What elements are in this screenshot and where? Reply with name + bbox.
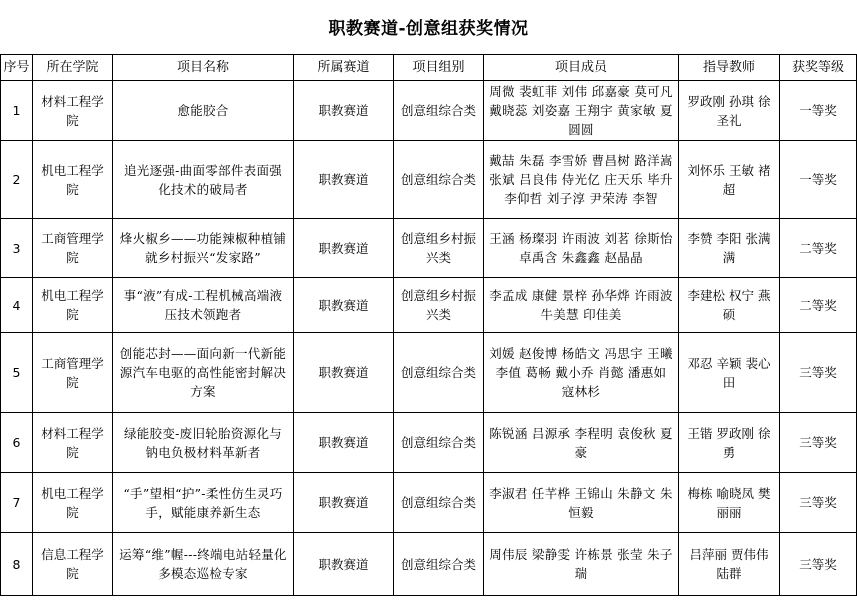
cell-no: 5: [1, 333, 33, 413]
cell-advisor: 王锴 罗政刚 徐勇: [679, 413, 780, 473]
cell-members: 刘媛 赵俊博 杨皓文 冯思宇 王曦 李值 葛畅 戴小乔 肖懿 潘惠如 寇林杉: [484, 333, 679, 413]
award-table: [0, 54, 857, 596]
cell-college: 机电工程学院: [33, 473, 113, 533]
table-row: [1, 219, 857, 278]
header-row: [1, 55, 857, 81]
cell-members: 王涵 杨璨羽 许雨波 刘茗 徐斯怡 卓禹含 朱鑫鑫 赵晶晶: [484, 219, 679, 278]
cell-group: 创意组综合类: [394, 473, 484, 533]
cell-track: 职教赛道: [294, 473, 394, 533]
table-row: [1, 81, 857, 141]
cell-no: 3: [1, 219, 33, 278]
cell-project: 创能芯封——面向新一代新能源汽车电驱的高性能密封解决方案: [113, 333, 294, 413]
table-row: [1, 413, 857, 473]
cell-advisor: 李赞 李阳 张满满: [679, 219, 780, 278]
cell-track: 职教赛道: [294, 81, 394, 141]
table-header: [1, 55, 857, 81]
header-project: 项目名称: [113, 55, 294, 81]
cell-advisor: 罗政刚 孙琪 徐圣礼: [679, 81, 780, 141]
cell-advisor: 刘怀乐 王敏 褚超: [679, 141, 780, 219]
cell-advisor: 梅栋 喻晓凤 樊丽丽: [679, 473, 780, 533]
cell-members: 周伟辰 梁静雯 许栋景 张莹 朱子瑞: [484, 533, 679, 596]
cell-college: 机电工程学院: [33, 278, 113, 333]
cell-group: 创意组综合类: [394, 333, 484, 413]
cell-advisor: 吕萍丽 贾伟伟 陆群: [679, 533, 780, 596]
cell-project: 运筹“维”幄---终端电站轻量化多模态巡检专家: [113, 533, 294, 596]
cell-award: 一等奖: [780, 81, 857, 141]
header-no: 序号: [1, 55, 33, 81]
header-track: 所属赛道: [294, 55, 394, 81]
header-group: 项目组别: [394, 55, 484, 81]
cell-project: “手”望相“护”-柔性仿生灵巧手，赋能康养新生态: [113, 473, 294, 533]
header-college: 所在学院: [33, 55, 113, 81]
cell-award: 三等奖: [780, 533, 857, 596]
cell-group: 创意组乡村振兴类: [394, 278, 484, 333]
cell-no: 7: [1, 473, 33, 533]
cell-track: 职教赛道: [294, 141, 394, 219]
cell-members: 周微 裴虹菲 刘伟 邱嘉豪 莫可凡 戴晓蕊 刘姿嘉 王翔宇 黄家敏 夏圆圆: [484, 81, 679, 141]
cell-award: 三等奖: [780, 413, 857, 473]
cell-college: 信息工程学院: [33, 533, 113, 596]
cell-project: 事“液”有成-工程机械高端液压技术领跑者: [113, 278, 294, 333]
table-row: [1, 473, 857, 533]
cell-group: 创意组综合类: [394, 141, 484, 219]
header-award: 获奖等级: [780, 55, 857, 81]
cell-members: 陈锐涵 吕源承 李程明 袁俊秋 夏豪: [484, 413, 679, 473]
cell-award: 三等奖: [780, 473, 857, 533]
cell-award: 一等奖: [780, 141, 857, 219]
cell-no: 6: [1, 413, 33, 473]
cell-members: 李淑君 任芊桦 王锦山 朱静文 朱恒毅: [484, 473, 679, 533]
table-row: [1, 278, 857, 333]
cell-group: 创意组综合类: [394, 413, 484, 473]
header-members: 项目成员: [484, 55, 679, 81]
cell-track: 职教赛道: [294, 278, 394, 333]
cell-advisor: 李建松 权宁 燕硕: [679, 278, 780, 333]
cell-project: 烽火椒乡——功能辣椒种植铺就乡村振兴“发家路”: [113, 219, 294, 278]
cell-advisor: 邓忍 辛颖 裴心田: [679, 333, 780, 413]
cell-group: 创意组综合类: [394, 81, 484, 141]
cell-project: 绿能胶变-废旧轮胎资源化与钠电负极材料革新者: [113, 413, 294, 473]
cell-college: 材料工程学院: [33, 413, 113, 473]
cell-no: 4: [1, 278, 33, 333]
table-row: [1, 333, 857, 413]
table-body: [1, 81, 857, 596]
cell-college: 机电工程学院: [33, 141, 113, 219]
page-title: 职教赛道-创意组获奖情况: [328, 19, 529, 39]
cell-college: 材料工程学院: [33, 81, 113, 141]
cell-group: 创意组乡村振兴类: [394, 219, 484, 278]
cell-project: 追光逐强-曲面零部件表面强化技术的破局者: [113, 141, 294, 219]
cell-members: 李孟成 康健 景梓 孙华烨 许雨波 牛美慧 印佳美: [484, 278, 679, 333]
cell-track: 职教赛道: [294, 413, 394, 473]
table-row: [1, 533, 857, 596]
cell-track: 职教赛道: [294, 533, 394, 596]
cell-track: 职教赛道: [294, 219, 394, 278]
cell-no: 1: [1, 81, 33, 141]
cell-college: 工商管理学院: [33, 219, 113, 278]
table-row: [1, 141, 857, 219]
cell-college: 工商管理学院: [33, 333, 113, 413]
cell-members: 戴喆 朱磊 李雪娇 曹昌树 路洋嵩 张斌 吕良伟 侍光亿 庄天乐 毕升 李仰哲 刘子淳 尹荣涛 李智: [484, 141, 679, 219]
header-advisor: 指导教师: [679, 55, 780, 81]
cell-no: 8: [1, 533, 33, 596]
cell-award: 二等奖: [780, 278, 857, 333]
cell-award: 二等奖: [780, 219, 857, 278]
cell-no: 2: [1, 141, 33, 219]
cell-track: 职教赛道: [294, 333, 394, 413]
cell-project: 愈能胶合: [113, 81, 294, 141]
cell-group: 创意组综合类: [394, 533, 484, 596]
cell-award: 三等奖: [780, 333, 857, 413]
